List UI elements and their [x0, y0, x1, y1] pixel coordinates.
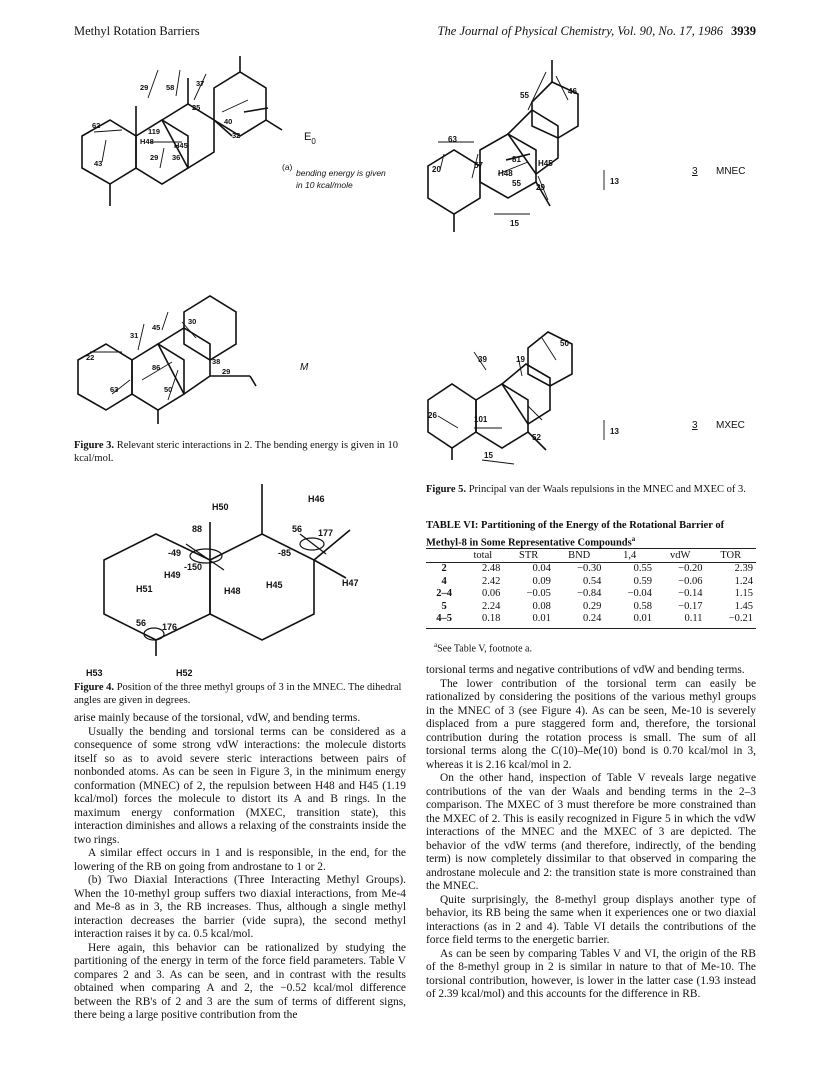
tag-mnec: MNEC: [716, 166, 746, 177]
note-a: (a): [282, 162, 293, 172]
label-43: 43: [94, 159, 103, 168]
label-20: 20: [432, 165, 441, 174]
label-30: 30: [188, 317, 197, 326]
label-176: 176: [162, 622, 178, 632]
label-32: 32: [232, 131, 241, 140]
table-row: 2 2.48 0.04 −0.30 0.55 −0.20 2.39: [441, 563, 753, 574]
label-26: 26: [428, 411, 437, 420]
label-h45: H45: [538, 159, 553, 168]
label-40: 40: [224, 117, 233, 126]
label-38: 38: [212, 357, 221, 366]
methyl-newman-13: [300, 538, 324, 550]
label-h50: H50: [212, 502, 229, 512]
figure-3b-drawing: [72, 290, 332, 430]
label-h48: H48: [224, 586, 241, 596]
label-81: 81: [512, 155, 521, 164]
table-row: 2–4 0.06 −0.05 −0.84 −0.04 −0.14 1.15: [436, 588, 753, 599]
label-57: 57: [474, 161, 483, 170]
label-52: 52: [532, 433, 541, 442]
paragraph: Quite surprisingly, the 8-methyl group displays another type of behavior, its RB being the same when it experiences one or two diaxial interactions (as in 2 and 4). Table VI details the contributions of the force field terms to the energetic barrier.: [426, 893, 756, 946]
note-line-2: in 10 kcal/mole: [296, 180, 353, 190]
label-39: 39: [478, 355, 487, 364]
figure-5b: [418, 320, 758, 480]
table-6-footnote: $^a$See Table V, footnote a.: [434, 641, 532, 655]
label-h45: H45: [266, 580, 283, 590]
column-header: vdW: [655, 549, 706, 563]
label-h49: H49: [164, 570, 181, 580]
figure-4-drawing: [74, 484, 404, 679]
figure-3b: [72, 290, 332, 430]
label-29: 29: [140, 83, 149, 92]
figure-5-caption-text: Principal van der Waals repulsions in the MNEC and MXEC of 3.: [468, 484, 746, 495]
header-section-title: Methyl Rotation Barriers: [74, 24, 200, 38]
paragraph: Here again, this behavior can be rationalized by studying the partitioning of the energy in term of the force field parameters. Table V compares 2 and 3. As can be seen, and in contrast with the results obtained when comparing A and 2, the −0.52 kcal/mol difference between the RB's of 2 and 3 are the sum of terms of different signs, there being a large positive contribution from the: [74, 941, 406, 1021]
ring-b: [480, 134, 536, 198]
figure-3-label: Figure 3.: [74, 440, 115, 451]
left-column-text: [74, 712, 406, 1023]
running-header: [74, 24, 756, 42]
figure-4: [74, 484, 404, 679]
label-minus-49: -49: [168, 548, 182, 558]
label-h52: H52: [176, 668, 193, 678]
label-h53: H53: [86, 668, 103, 678]
figure-5-label: Figure 5.: [426, 484, 467, 495]
label-45: 45: [152, 323, 161, 332]
tag-number: 3: [692, 420, 698, 431]
label-88: 88: [192, 524, 203, 534]
label-h51: H51: [136, 584, 153, 594]
paragraph: (b) Two Diaxial Interactions (Three Interacting Methyl Groups). When the 10-methyl group suffers two diaxial interactions, from Me-4 and Me-8 as in 3, the RB increases. Thus, although a single methyl interaction decreases the barrier (vide supra), the second methyl interaction raises it by ca. 0.5 kcal/mol.: [74, 874, 406, 940]
ring-a: [82, 120, 136, 184]
figure-5b-drawing: [418, 320, 758, 480]
label-37: 37: [196, 79, 205, 88]
table-row: 4–5 0.18 0.01 0.24 0.01 0.11 −0.21: [426, 613, 756, 628]
mark-m: M: [300, 362, 309, 373]
label-36: 36: [172, 153, 181, 162]
header-journal: [438, 24, 756, 39]
label-22: 22: [86, 353, 95, 362]
label-13: 13: [610, 177, 619, 186]
e0-label: $E_0$: [304, 131, 316, 146]
column-header: total: [462, 549, 503, 563]
label-56b: 56: [136, 618, 147, 628]
label-19: 19: [516, 355, 525, 364]
label-62: 62: [92, 121, 101, 130]
label-55: 55: [520, 91, 529, 100]
label-177: 177: [318, 528, 334, 538]
label-46: 46: [568, 87, 577, 96]
label-56: 56: [292, 524, 303, 534]
label-minus-150: -150: [184, 562, 203, 572]
label-63: 63: [448, 135, 457, 144]
tag-mxec: MXEC: [716, 420, 745, 431]
label-h48: H48: [140, 137, 154, 146]
paragraph: Usually the bending and torsional terms can be considered as a consequence of some strong vdW interactions: the molecule distorts itself so as to avoid severe steric interactions between pairs of nonbonded atoms. As can be seen in Figure 3, in the minimum energy conformation (MNEC) of 2, the repulsion between H48 and H45 (1.19 kcal/mol) forces the molecule to distort its A and B rings. In the maximum energy conformation (MXEC, transition state), this interaction diminishes and allows a relaxing of the constraints inside the two rings.: [74, 725, 406, 846]
paragraph: The lower contribution of the torsional term can easily be rationalized by considering the positions of the various methyl groups in the MNEC of 3 (see Figure 4). As can be seen, Me-10 is severely displaced from a pure staggered form and, therefore, the torsional contribution during the rotation process is small. The sum of all torsional terms along the C(10)–Me(10) bond is 0.70 kcal/mol in 3, whereas it is 2.16 kcal/mol in 2.: [426, 677, 756, 771]
label-55b: 55: [512, 179, 521, 188]
column-header: [426, 549, 462, 563]
figure-3a-drawing: [72, 48, 412, 218]
paragraph: On the other hand, inspection of Table V reveals large negative contributions of the van der Waals and bending terms in the 2–3 comparison. The MXEC of 3 must therefore be more constrained than the MXEC of 2. This is easily recognized in Figure 5 in which the vdW interactions of the MNEC and the MXEC of 3 are depicted. The behavior of the vdW terms (and therefore, indirectly, of the bending term) is now completely dissimilar to that observed in comparing the androstane molecule and 2: the transition state is more constrained than the MNEC.: [426, 772, 756, 892]
paragraph: arise mainly because of the torsional, vdW, and bending terms.: [74, 712, 361, 724]
label-25: 25: [192, 103, 201, 112]
figure-3-caption-text: Relevant steric interactions in 2. The bending energy is given in 10 kcal/mol.: [74, 440, 398, 464]
paragraph: As can be seen by comparing Tables V and VI, the origin of the RB of the 8-methyl group in 2 is similar in nature to that of Me-10. The torsional contribution, however, is lower in the latter case (1.93 instead of 2.39 kcal/mol) and this accounts for the difference in RB.: [426, 947, 756, 1000]
column-header: STR: [503, 549, 554, 563]
figure-3-caption: [74, 440, 406, 465]
label-63: 63: [110, 385, 119, 394]
figure-5a: [418, 50, 758, 240]
column-header: TOR: [705, 549, 756, 563]
tag-number: 3: [692, 166, 698, 177]
paragraph: A similar effect occurs in 1 and is responsible, in the end, for the lowering of the RB on going from androstane to 1 or 2.: [74, 847, 406, 873]
figure-4-caption: [74, 682, 406, 707]
label-31: 31: [130, 331, 139, 340]
label-50: 50: [560, 339, 569, 348]
column-header: 1,4: [604, 549, 655, 563]
label-h47: H47: [342, 578, 359, 588]
label-119: 119: [148, 127, 161, 136]
label-58: 58: [166, 83, 175, 92]
label-h48: H48: [498, 169, 513, 178]
table-row: 4 2.42 0.09 0.54 0.59 −0.06 1.24: [441, 575, 753, 587]
ring-c: [502, 364, 550, 424]
label-13: 13: [610, 427, 619, 436]
figure-4-caption-text: Position of the three methyl groups of 3 in the MNEC. The dihedral angles are given in degrees.: [74, 682, 402, 706]
table-header-row: [426, 549, 756, 563]
figure-5a-drawing: [418, 50, 758, 240]
label-minus-85: -85: [278, 548, 292, 558]
right-column-text: [426, 664, 756, 1002]
ring-b: [132, 344, 184, 410]
figure-4-label: Figure 4.: [74, 682, 115, 693]
table-6-title: TABLE VI: Partitioning of the Energy of the Rotational Barrier of Methyl-8 in Some Representative Compounds$^a$: [426, 520, 725, 548]
column-header: BND: [554, 549, 605, 563]
label-29: 29: [222, 367, 231, 376]
figure-5-caption: [426, 484, 756, 497]
label-h45: H45: [174, 141, 188, 150]
table-row: 5 2.24 0.08 0.29 0.58 −0.17 1.45: [441, 600, 753, 612]
label-29b: 29: [150, 153, 159, 162]
label-50: 50: [164, 385, 173, 394]
figure-3a: [72, 48, 412, 218]
ring-a: [428, 150, 480, 214]
note-line-1: bending energy is given: [296, 168, 386, 178]
label-101: 101: [474, 415, 488, 424]
label-15: 15: [484, 451, 493, 460]
paragraph: torsional terms and negative contributions of vdW and bending terms.: [426, 664, 745, 676]
journal-citation: The Journal of Physical Chemistry, Vol. 90, No. 17, 1986: [437, 24, 723, 38]
label-29: 29: [536, 183, 545, 192]
page-number: 3939: [731, 24, 756, 38]
label-h46: H46: [308, 494, 325, 504]
table-6: [426, 548, 756, 629]
label-86: 86: [152, 363, 161, 372]
label-15: 15: [510, 219, 519, 228]
